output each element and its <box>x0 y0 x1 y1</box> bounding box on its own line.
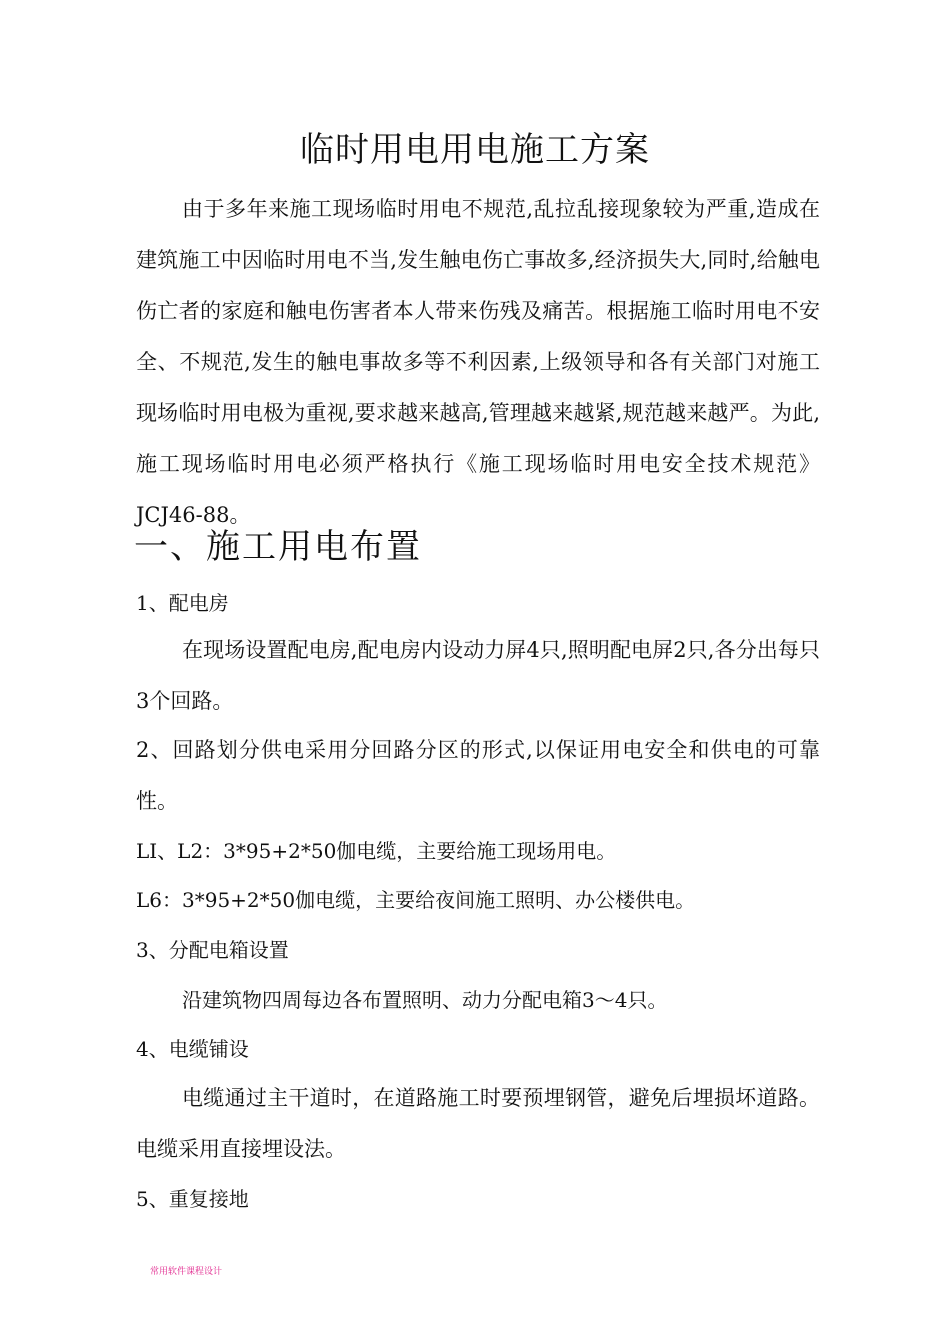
item-1-paragraph: 在现场设置配电房,配电房内设动力屏4只,照明配电屏2只,各分出每只3个回路。 <box>136 638 820 713</box>
item-1-label: 1、配电房 <box>136 591 229 615</box>
intro-paragraph: 由于多年来施工现场临时用电不规范,乱拉乱接现象较为严重,造成在建筑施工中因临时用电不当,发生触电伤亡事故多,经济损失大,同时,给触电伤亡者的家庭和触电伤害者本人带来伤残及痛苦。根据施工临时用电不安全、不规范,发生的触电事故多等不利因素,上级领导和各有关部门对施工现场临时用电极为重视,要求越来越高,管理越来越紧,规范越来越严。为此,施工现场临时用电必须严格执行《施工现场临时用电安全技术规范》JCJ46-88。 <box>136 197 820 527</box>
cable-l1-l2-line: LI、L2：3*95+2*50伽电缆，主要给施工现场用电。 <box>136 839 617 863</box>
item-5-label: 5、重复接地 <box>136 1187 249 1211</box>
item-2-paragraph: 2、回路划分供电采用分回路分区的形式,以保证用电安全和供电的可靠性。 <box>136 738 820 813</box>
document-title: 临时用电用电施工方案 <box>300 130 650 170</box>
item-3-text: 沿建筑物四周每边各布置照明、动力分配电箱3〜4只。 <box>182 988 668 1012</box>
cable-l6-line: L6：3*95+2*50伽电缆，主要给夜间施工照明、办公楼供电。 <box>136 888 696 912</box>
footer-note: 常用软件课程设计 <box>150 1267 223 1277</box>
item-4-paragraph: 电缆通过主干道时，在道路施工时要预埋钢管，避免后埋损坏道路。电缆采用直接埋设法。 <box>136 1086 820 1161</box>
item-3-label: 3、分配电箱设置 <box>136 938 289 962</box>
section-heading: 一、施工用电布置 <box>134 527 422 567</box>
item-4-label: 4、电缆铺设 <box>136 1037 249 1061</box>
